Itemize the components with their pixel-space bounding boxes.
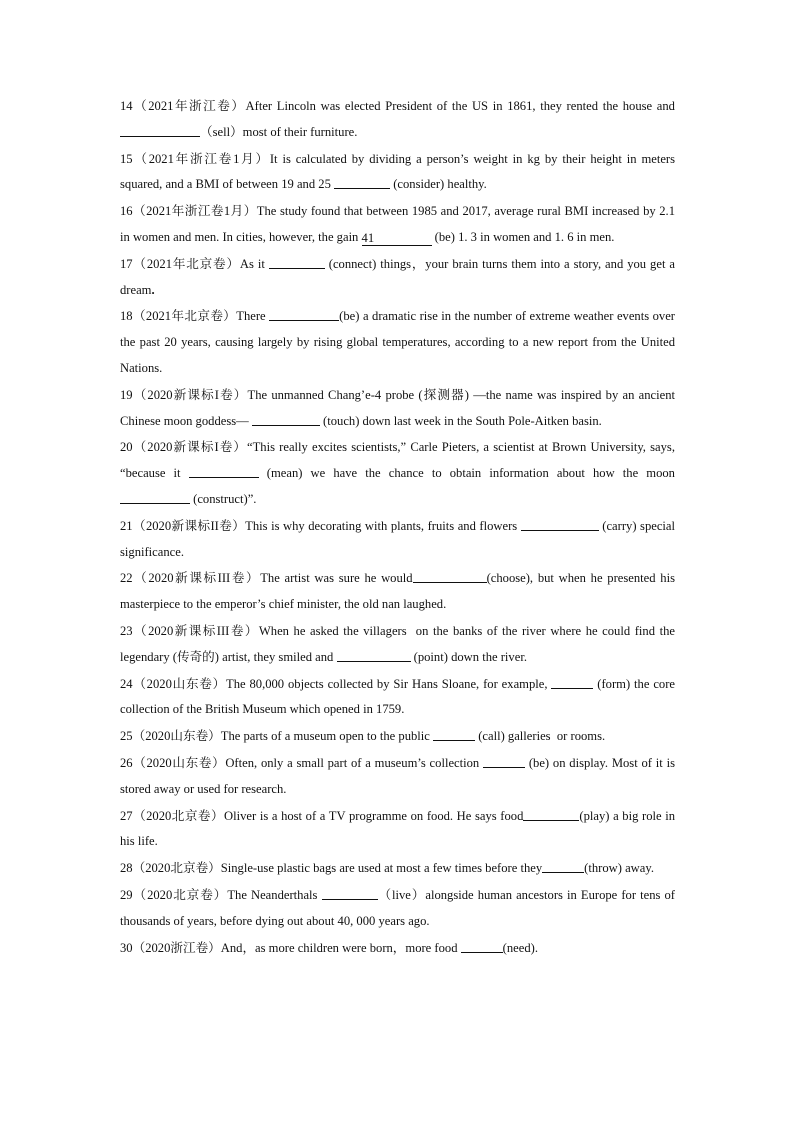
- question-28: [120, 856, 675, 882]
- question-number: 25: [120, 729, 133, 744]
- question-26: [120, 751, 679, 803]
- answer-blank[interactable]: [413, 569, 487, 583]
- question-text: This is why decorating with plants, fruits and flowers: [245, 518, 521, 533]
- question-hint: （sell）most of their furniture.: [200, 124, 358, 139]
- question-18: [120, 304, 679, 381]
- question-source: （2020北京卷）: [132, 861, 221, 876]
- question-number: 20: [120, 440, 133, 455]
- question-text: The 80,000 objects collected by Sir Hans Sloane, for example,: [226, 676, 552, 691]
- question-number: 18: [120, 309, 133, 324]
- question-19: [120, 383, 679, 435]
- question-24: [120, 672, 679, 724]
- answer-blank[interactable]: [322, 886, 378, 900]
- question-text: When he asked the villagers on the banks of the river where he could find the legendary (传奇的) artist, they smiled and: [120, 623, 679, 664]
- question-hint: (connect) things，your brain turns them into a story, and you get a dream: [120, 256, 679, 297]
- question-text: It is calculated by dividing a person’s weight in kg by their height in meters squared, and a BMI of between 19 and 25: [120, 151, 679, 192]
- question-hint: (call) galleries or rooms.: [475, 729, 606, 744]
- question-source: （2020浙江卷）: [132, 940, 221, 955]
- question-21: [120, 514, 679, 566]
- question-text: As it: [239, 256, 269, 271]
- answer-blank[interactable]: [120, 123, 200, 137]
- question-source: （2020新课标I卷）: [132, 387, 248, 402]
- question-hint: (touch) down last week in the South Pole-Aitken basin.: [319, 413, 602, 428]
- question-number: 23: [120, 623, 133, 638]
- question-source: （2021年北京卷）: [132, 309, 237, 324]
- answer-blank[interactable]: [120, 490, 190, 504]
- question-hint: (mean) we have the chance to obtain information about how the moon: [258, 466, 679, 481]
- question-number: 27: [120, 808, 133, 823]
- answer-blank[interactable]: [334, 175, 390, 189]
- question-hint: (form) the core collection of the British Museum which opened in 1759.: [120, 676, 679, 717]
- answer-blank[interactable]: [337, 648, 411, 662]
- question-source: （2020北京卷）: [132, 808, 225, 823]
- question-source: （2020新课标III卷）: [132, 623, 259, 638]
- question-20: [120, 435, 679, 512]
- question-text: The study found that between 1985 and 2017, average rural BMI increased by 2.1 in women and men. In cities, however, the gain: [120, 204, 679, 244]
- question-text: Oliver is a host of a TV programme on food. He says food: [224, 808, 524, 823]
- question-source: （2021年浙江卷1月）: [132, 204, 257, 219]
- question-text: Often, only a small part of a museum’s collection: [225, 755, 484, 770]
- question-hint: (consider) healthy.: [390, 177, 487, 192]
- answer-blank[interactable]: [269, 255, 325, 269]
- question-hint: (be) 1. 3 in women and 1. 6 in men.: [431, 229, 615, 244]
- question-number: 24: [120, 676, 133, 691]
- question-16: [120, 199, 679, 251]
- question-hint: （live）alongside human ancestors in Europe for tens of thousands of years, before dying out about 40, 000 years ago.: [120, 887, 679, 928]
- question-number: 15: [120, 151, 133, 166]
- question-text: The Neanderthals: [227, 887, 322, 902]
- question-hint: (need).: [502, 940, 538, 955]
- question-27: [120, 804, 679, 856]
- answer-blank[interactable]: [189, 464, 259, 478]
- question-14: [120, 94, 679, 146]
- answer-blank[interactable]: [483, 754, 525, 768]
- answer-blank[interactable]: [269, 307, 339, 321]
- question-number: 28: [120, 861, 133, 876]
- question-hint: (point) down the river.: [410, 649, 527, 664]
- question-source: （2020新课标I卷）: [132, 440, 247, 455]
- answer-filled[interactable]: 41: [362, 231, 432, 246]
- question-number: 29: [120, 887, 133, 902]
- question-source: （2020山东卷）: [132, 729, 221, 744]
- question-22: [120, 566, 679, 618]
- question-29: [120, 883, 679, 935]
- question-17: [120, 252, 679, 304]
- question-source: （2020新课标III卷）: [132, 571, 261, 586]
- answer-blank[interactable]: [252, 412, 320, 426]
- question-15: [120, 147, 679, 199]
- question-number: 26: [120, 755, 133, 770]
- question-hint: (throw) away.: [584, 861, 654, 876]
- question-hint: (be) a dramatic rise in the number of extreme weather events over the past 20 years, causing largely by rising global temperatures, according to a new report from the United Nations.: [120, 309, 679, 375]
- answer-blank[interactable]: [523, 807, 579, 821]
- answer-blank[interactable]: [461, 939, 503, 953]
- question-source: （2020北京卷）: [132, 887, 228, 902]
- question-number: 30: [120, 940, 133, 955]
- answer-blank[interactable]: [542, 859, 584, 873]
- question-hint: (choose), but when he presented his masterpiece to the emperor’s chief minister, the old nan laughed.: [120, 571, 679, 612]
- question-hint: (play) a big role in his life.: [120, 808, 679, 849]
- question-hint: (be) on display. Most of it is stored away or used for research.: [120, 755, 679, 796]
- question-text: Single-use plastic bags are used at most a few times before they: [220, 861, 543, 876]
- question-25: [120, 724, 675, 750]
- question-number: 17: [120, 256, 133, 271]
- question-number: 22: [120, 571, 133, 586]
- question-text: After Lincoln was elected President of the US in 1861, they rented the house and: [245, 99, 679, 113]
- question-text: The parts of a museum open to the public: [220, 729, 434, 744]
- question-end-mark: .: [151, 282, 155, 297]
- question-source: （2020山东卷）: [132, 755, 226, 770]
- question-text: The unmanned Chang’e-4 probe (探测器) —the name was inspired by an ancient Chinese moon goddess—: [120, 387, 679, 428]
- question-hint: (construct)”.: [190, 491, 257, 506]
- question-source: （2021年浙江卷1月）: [132, 151, 270, 166]
- question-number: 21: [120, 518, 133, 533]
- question-text: The artist was sure he would: [260, 571, 413, 586]
- question-number: 14: [120, 99, 133, 113]
- question-source: （2021年浙江卷）: [132, 99, 246, 113]
- answer-blank[interactable]: [521, 517, 599, 531]
- question-source: （2021年北京卷）: [132, 256, 240, 271]
- exercise-page: [120, 94, 679, 962]
- question-hint: (carry) special significance.: [120, 518, 679, 559]
- answer-blank[interactable]: [433, 727, 475, 741]
- question-text: And，as more children were born，more food: [220, 940, 461, 955]
- question-text: “This really excites scientists,” Carle Pieters, a scientist at Brown University, says, “because it: [120, 440, 679, 481]
- answer-blank[interactable]: [551, 675, 593, 689]
- question-30: [120, 936, 675, 962]
- question-text: There: [236, 309, 270, 324]
- question-number: 16: [120, 204, 133, 219]
- question-source: （2020新课标II卷）: [132, 518, 246, 533]
- question-23: [120, 619, 679, 671]
- question-source: （2020山东卷）: [132, 676, 226, 691]
- question-number: 19: [120, 387, 133, 402]
